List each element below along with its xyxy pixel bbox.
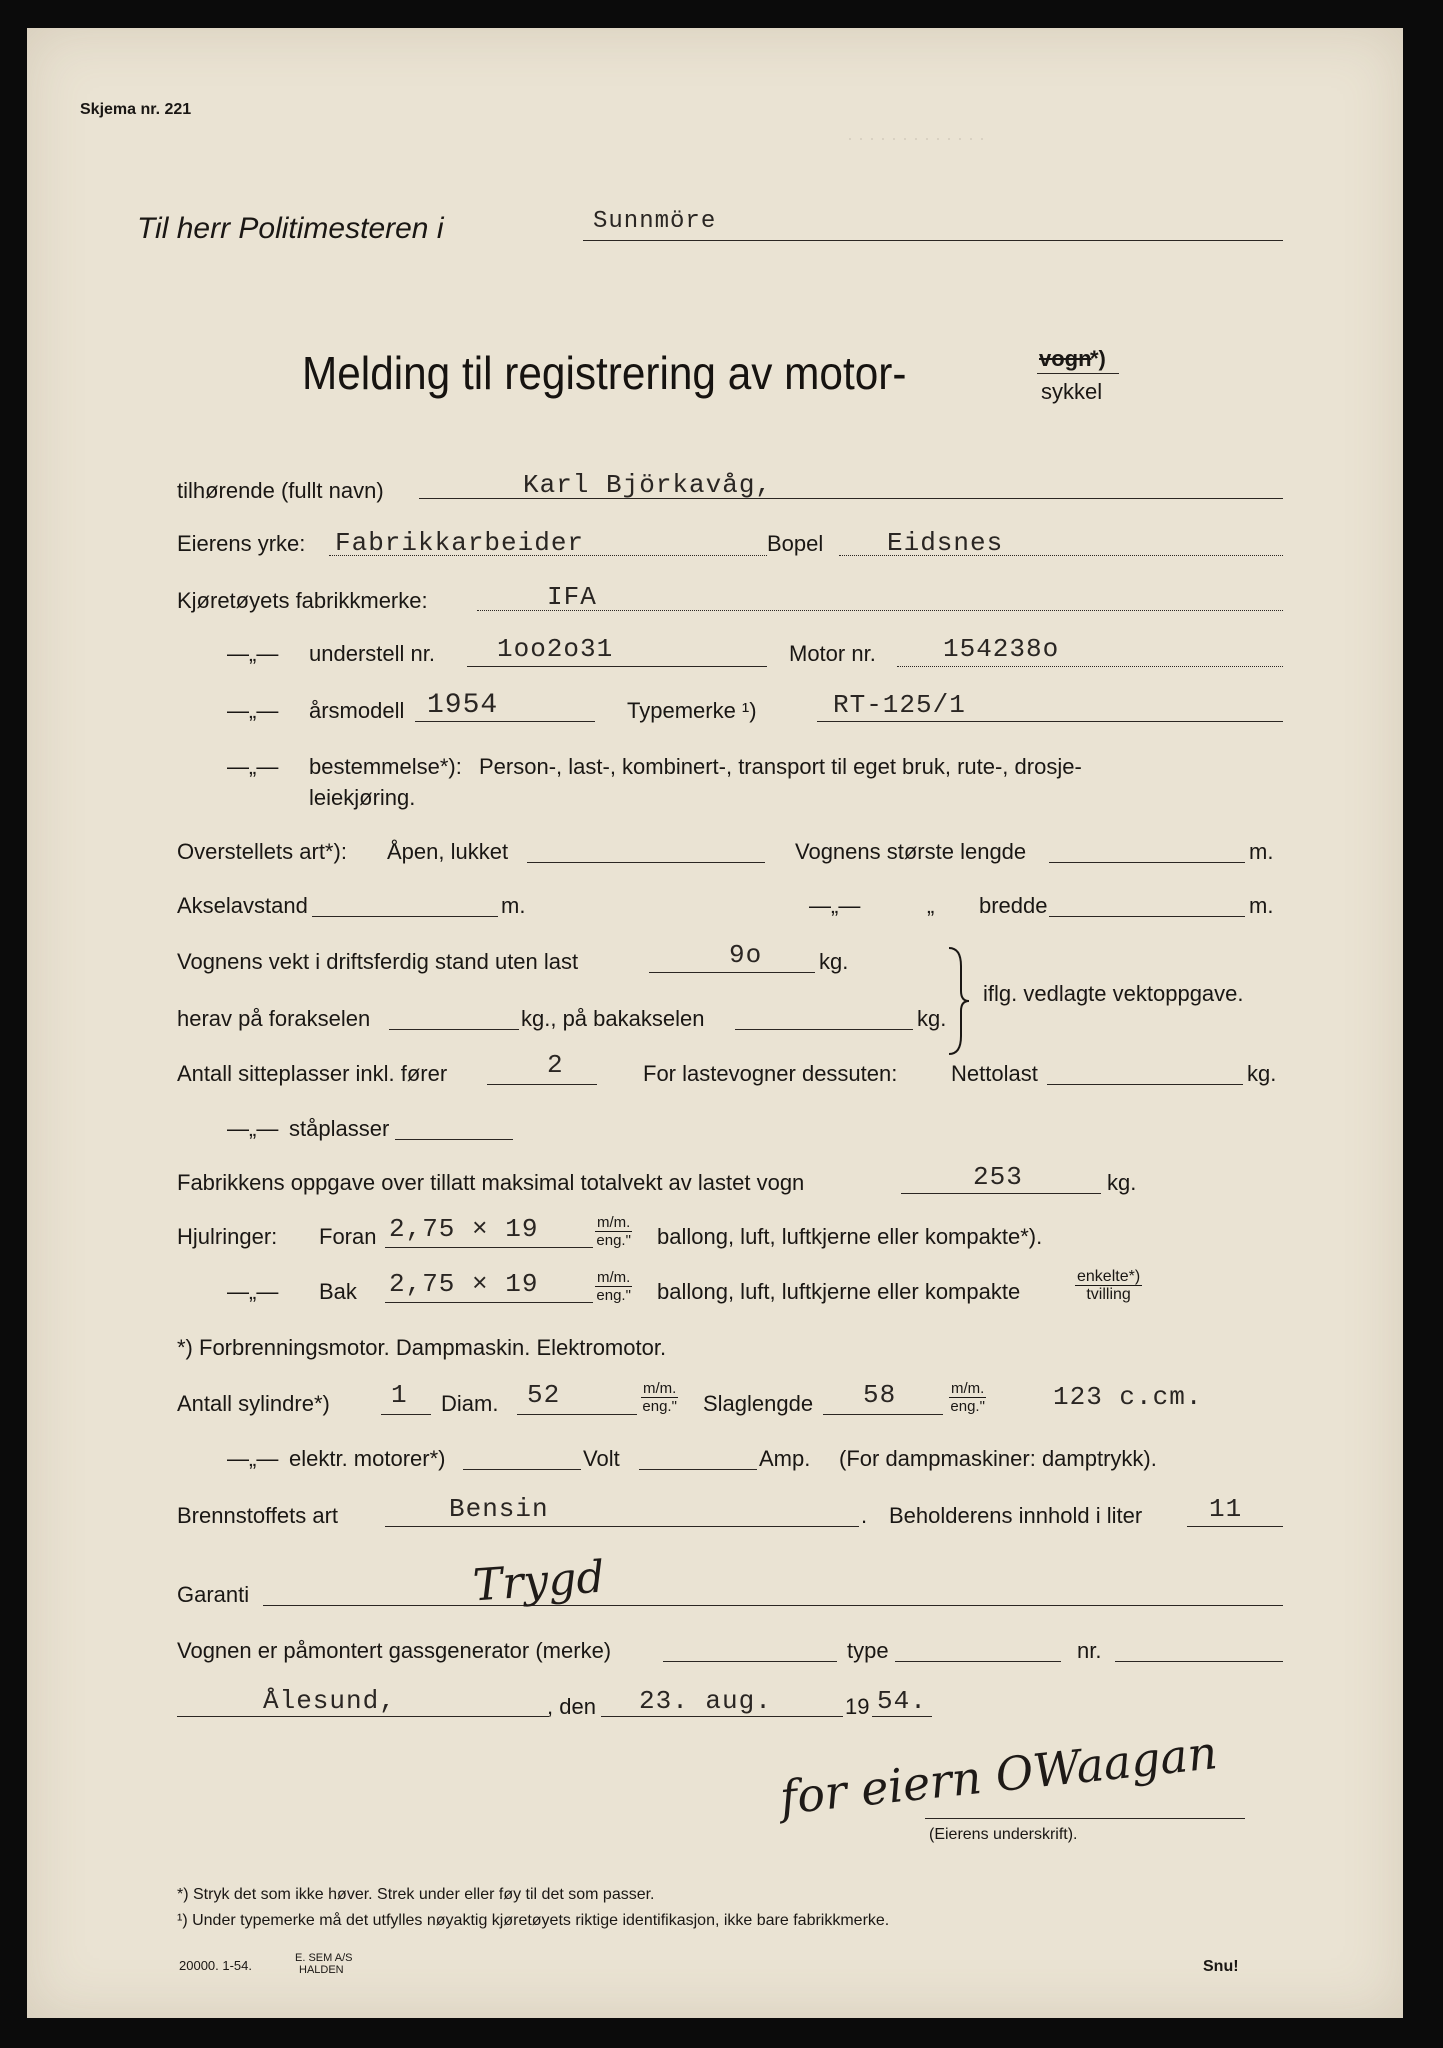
ditto-mark: —„—	[227, 1116, 279, 1141]
weight-line	[649, 972, 815, 973]
type-value: RT-125/1	[833, 690, 966, 720]
front-wheel-unit-fraction	[595, 1214, 632, 1249]
stroke-line	[823, 1414, 943, 1415]
fuel-line-end: .	[861, 1503, 868, 1528]
form-number: Skjema nr. 221	[80, 101, 192, 118]
make-line	[477, 610, 1283, 611]
max-weight-value: 253	[973, 1162, 1023, 1192]
wheelbase-unit: m.	[501, 893, 526, 918]
form-sheet	[27, 28, 1403, 2018]
trucks-label: For lastevogner dessuten:	[643, 1061, 898, 1086]
purpose-label: bestemmelse*):	[309, 754, 462, 779]
unit-mm: m/m.	[643, 1380, 677, 1397]
owner-value: Karl Björkavåg,	[523, 470, 773, 500]
type-line	[817, 721, 1283, 722]
fuel-value: Bensin	[449, 1494, 549, 1524]
cylinders-line	[381, 1414, 431, 1415]
printer-code: 20000. 1-54.	[179, 1958, 253, 1973]
weight-note: iflg. vedlagte vektoppgave.	[983, 981, 1244, 1006]
ditto-mark: —„—	[809, 893, 861, 918]
engine-types-note: *) Forbrenningsmotor. Dampmaskin. Elektromotor.	[177, 1335, 667, 1360]
chassis-value: 1oo2o31	[497, 634, 614, 664]
title-fraction-bar	[1037, 373, 1119, 374]
volt-label: Volt	[583, 1446, 620, 1471]
ditto-mark: —„—	[227, 1279, 279, 1304]
width-label: bredde	[979, 893, 1048, 918]
date-year-line	[872, 1716, 932, 1717]
diameter-line	[517, 1414, 637, 1415]
electric-motors-line	[463, 1469, 581, 1470]
gas-generator-label: Vognen er påmontert gassgenerator (merke)	[177, 1638, 612, 1663]
width-line	[1049, 916, 1245, 917]
standing-label: ståplasser	[289, 1116, 390, 1141]
addressee-line	[583, 240, 1283, 241]
weight-brace	[945, 946, 973, 1056]
form-title: Melding til registrering av motor-	[302, 347, 907, 399]
type-label: Typemerke ¹)	[627, 698, 757, 723]
ditto-mark: —„—	[227, 641, 279, 666]
rear-axle-unit: kg.	[917, 1006, 947, 1031]
displacement-value: 123 c.cm.	[1053, 1382, 1203, 1412]
weight-label: Vognens vekt i driftsferdig stand uten last	[177, 949, 579, 974]
diameter-label: Diam.	[441, 1391, 499, 1416]
unit-eng: eng."	[596, 1287, 631, 1304]
date-line	[601, 1716, 843, 1717]
addressee-value: Sunnmöre	[593, 208, 717, 235]
stroke-label: Slaglengde	[703, 1391, 814, 1416]
wheelbase-line	[312, 916, 498, 917]
ditto-mark: —„—	[227, 1446, 279, 1471]
weight-unit: kg.	[819, 949, 849, 974]
single-label: enkelte*)	[1077, 1268, 1141, 1285]
ditto-mark: —„—	[227, 698, 279, 723]
place-line	[177, 1716, 549, 1717]
residence-value: Eidsnes	[887, 528, 1004, 558]
date-year-value: 54.	[877, 1686, 927, 1716]
body-label: Overstellets art*):	[177, 839, 347, 864]
max-weight-unit: kg.	[1107, 1170, 1137, 1195]
single-twin-fraction	[1075, 1268, 1142, 1303]
year-line	[415, 721, 595, 722]
rear-tire-types: ballong, luft, luftkjerne eller kompakte	[657, 1279, 1021, 1304]
guarantee-label: Garanti	[177, 1582, 250, 1607]
residence-label: Bopel	[767, 531, 824, 556]
make-value: IFA	[547, 582, 597, 612]
unit-mm: m/m.	[597, 1269, 631, 1286]
rear-wheel-label: Bak	[319, 1279, 357, 1304]
motor-label: Motor nr.	[789, 641, 876, 666]
front-wheel-line	[385, 1247, 593, 1248]
guarantee-line	[263, 1605, 1283, 1606]
net-load-label: Nettolast	[951, 1061, 1038, 1086]
rear-axle-label: kg., på bakakselen	[521, 1006, 705, 1031]
gas-type-label: type	[847, 1638, 889, 1663]
stroke-value: 58	[863, 1380, 897, 1410]
tank-value: 11	[1209, 1494, 1243, 1524]
footnote-2: ¹) Under typemerke må det utfylles nøyaktig kjøretøyets riktige identifikasjon, ikke bare fabrikkmerke.	[177, 1912, 890, 1929]
length-label: Vognens største lengde	[795, 839, 1027, 864]
printer-city: HALDEN	[299, 1964, 344, 1976]
net-load-line	[1047, 1084, 1243, 1085]
length-line	[1049, 862, 1245, 863]
year-prefix: 19	[845, 1694, 870, 1719]
rear-wheel-line	[385, 1302, 593, 1303]
unit-eng: eng."	[642, 1398, 677, 1415]
chassis-line	[467, 666, 767, 667]
front-wheel-label: Foran	[319, 1224, 377, 1249]
addressee-label: Til herr Politimesteren i	[137, 212, 444, 245]
unit-mm: m/m.	[951, 1380, 985, 1397]
ditto-quote: „	[927, 893, 935, 918]
wheelbase-label: Akselavstand	[177, 893, 308, 918]
gas-nr-label: nr.	[1077, 1638, 1102, 1663]
tank-line	[1187, 1526, 1283, 1527]
gas-nr-line	[1115, 1661, 1283, 1662]
twin-label: tvilling	[1086, 1286, 1131, 1303]
stroke-unit-fraction	[949, 1380, 986, 1415]
owner-label: tilhørende (fullt navn)	[177, 478, 384, 503]
cylinders-label: Antall sylindre*)	[177, 1391, 330, 1416]
fuel-label: Brennstoffets art	[177, 1503, 339, 1528]
unit-mm: m/m.	[597, 1214, 631, 1231]
turn-over-note: Snu!	[1203, 1958, 1239, 1975]
fuel-line	[385, 1526, 859, 1527]
seats-label: Antall sitteplasser inkl. fører	[177, 1061, 448, 1086]
diameter-unit-fraction	[641, 1380, 678, 1415]
rear-axle-line	[735, 1029, 913, 1030]
motor-line	[897, 666, 1283, 667]
owner-signature: for eiern OWaagan	[777, 1725, 1220, 1825]
year-label: årsmodell	[309, 698, 405, 723]
rear-wheel-unit-fraction	[595, 1269, 632, 1304]
front-tire-types: ballong, luft, luftkjerne eller kompakte*).	[657, 1224, 1043, 1249]
printer-name: E. SEM A/S	[295, 1952, 353, 1964]
tank-label: Beholderens innhold i liter	[889, 1503, 1143, 1528]
make-label: Kjøretøyets fabrikkmerke:	[177, 588, 428, 613]
weight-value: 9o	[729, 940, 763, 970]
diameter-value: 52	[527, 1380, 561, 1410]
length-unit: m.	[1249, 839, 1274, 864]
max-weight-label: Fabrikkens oppgave over tillatt maksimal totalvekt av lastet vogn	[177, 1170, 805, 1195]
place-value: Ålesund,	[263, 1686, 396, 1716]
net-load-unit: kg.	[1247, 1061, 1277, 1086]
body-line	[527, 862, 765, 863]
max-weight-line	[901, 1193, 1101, 1194]
rear-wheel-value: 2,75 × 19	[389, 1269, 539, 1299]
guarantee-value: Trygd	[471, 1551, 607, 1612]
gas-generator-line	[663, 1661, 837, 1662]
cylinders-value: 1	[391, 1380, 408, 1410]
signature-label: (Eierens underskrift).	[929, 1826, 1078, 1843]
purpose-options: Person-, last-, kombinert-, transport til eget bruk, rute-, drosje-	[479, 754, 1082, 779]
front-axle-label: herav på forakselen	[177, 1006, 371, 1031]
title-vehicle-type: sykkel	[1041, 379, 1103, 404]
standing-line	[395, 1139, 513, 1140]
width-unit: m.	[1249, 893, 1274, 918]
purpose-options-cont: leiekjøring.	[309, 785, 416, 810]
date-label: , den	[547, 1694, 596, 1719]
ditto-mark: —„—	[227, 754, 279, 779]
seats-line	[487, 1084, 597, 1085]
footnote-1: *) Stryk det som ikke høver. Strek under eller føy til det som passer.	[177, 1886, 655, 1903]
front-axle-line	[389, 1029, 519, 1030]
occupation-label: Eierens yrke:	[177, 531, 306, 556]
signature-line	[925, 1818, 1245, 1819]
chassis-label: understell nr.	[309, 641, 435, 666]
volt-line	[639, 1469, 757, 1470]
motor-value: 154238o	[943, 634, 1060, 664]
title-footnote-mark: *)	[1090, 346, 1106, 371]
occupation-value: Fabrikkarbeider	[335, 528, 585, 558]
bleed-through-text: · · · · · · · · · · · · ·	[847, 128, 985, 148]
unit-eng: eng."	[950, 1398, 985, 1415]
steam-label: (For dampmaskiner: damptrykk).	[839, 1446, 1157, 1471]
title-struck-word: vogn	[1039, 346, 1092, 371]
body-options: Åpen, lukket	[387, 839, 509, 864]
amp-label: Amp.	[759, 1446, 811, 1471]
front-wheel-value: 2,75 × 19	[389, 1214, 539, 1244]
seats-value: 2	[547, 1050, 564, 1080]
gas-type-line	[895, 1661, 1061, 1662]
wheels-label: Hjulringer:	[177, 1224, 278, 1249]
year-value: 1954	[427, 690, 499, 721]
unit-eng: eng."	[596, 1232, 631, 1249]
date-value: 23. aug.	[639, 1686, 772, 1716]
electric-motors-label: elektr. motorer*)	[289, 1446, 446, 1471]
